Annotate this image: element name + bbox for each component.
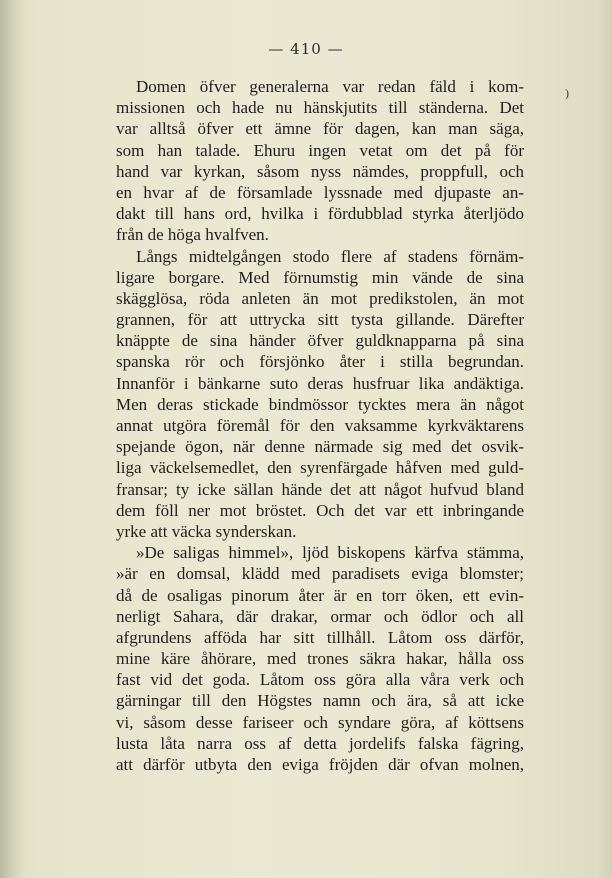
text-line: grannen, för att uttrycka sitt tysta gillande. Därefter: [116, 310, 524, 330]
text-line: knäppte de sina händer öfver guldknapparna på sina: [116, 331, 524, 351]
text-line: Långs midtelgången stodo flere af stadens förnäm-: [136, 246, 524, 266]
text-line: fransar; ty icke sällan hände det att något hufvud bland: [116, 479, 524, 499]
page-edge-shadow: [598, 0, 612, 878]
text-line: gärningar till den Högstes namn och ära, så att icke: [116, 691, 524, 711]
page-gutter-shadow: [0, 0, 22, 878]
text-line: hand var kyrkan, såsom nyss nämdes, proppfull, och: [116, 161, 524, 181]
text-line: en hvar af de församlade lyssnade med djupaste an-: [116, 182, 524, 202]
text-line: afgrundens afföda har sitt tillhåll. Låtom oss därför,: [116, 627, 524, 647]
text-line: Innanför i bänkarne suto deras husfruar lika andäktiga.: [116, 373, 524, 393]
text-line: spanska rör och försjönko åter i stilla begrundan.: [116, 352, 524, 372]
text-line: vi, såsom desse fariseer och syndare göra, af köttsens: [116, 712, 524, 732]
text-line: skägglösa, röda anleten än mot predikstolen, än mot: [116, 288, 524, 308]
text-line: spejande ögon, när denne närmade sig med det osvik-: [116, 437, 524, 457]
text-line: mine käre åhörare, med trones säkra hakar, hålla oss: [116, 649, 524, 669]
text-line: ligare borgare. Med förnumstig min vände de sina: [116, 267, 524, 287]
text-line: Domen öfver generalerna var redan fäld i kom-: [136, 77, 524, 96]
text-line: liga väckelsemedlet, den syrenfärgade håfven med guld-: [116, 458, 524, 478]
text-line: nerligt Sahara, där drakar, ormar och ödlor och all: [116, 606, 524, 626]
margin-mark: ): [565, 86, 569, 100]
text-line: »är en domsal, klädd med paradisets eviga blomster;: [116, 564, 524, 584]
body-text: [116, 76, 524, 775]
text-line: missionen och hade nu hänskjutits till ständerna. Det: [116, 98, 524, 118]
page-number: — 410 —: [268, 40, 344, 58]
text-line: dakt till hans ord, hvilka i fördubblad styrka återljödo: [116, 204, 524, 224]
text-line: var alltså öfver ett ämne för dagen, kan man säga,: [116, 119, 524, 139]
text-line: »De saligas himmel», ljöd biskopens kärfva stämma,: [136, 543, 524, 563]
text-line: annat utgöra föremål för den vaksamme kyrkväktarens: [116, 416, 524, 435]
text-line: yrke att väcka synderskan.: [116, 521, 297, 541]
text-line: lusta låta narra oss af detta jordelifs falska fägring,: [116, 733, 524, 753]
text-line: att därför utbyta den eviga fröjden där ofvan molnen,: [116, 755, 524, 774]
text-line: fast vid det goda. Låtom oss göra alla våra verk och: [116, 670, 524, 690]
text-line: från de höga hvalfven.: [116, 225, 269, 245]
text-line: Men deras stickade bindmössor tycktes mera än något: [116, 394, 524, 414]
text-line: dem föll ner mot bröstet. Och det var ett inbringande: [116, 500, 524, 520]
text-line: då de osaligas pinorum åter är en torr öken, ett evin-: [116, 585, 524, 605]
text-line: som han talade. Ehuru ingen vetat om det på för: [116, 140, 524, 160]
